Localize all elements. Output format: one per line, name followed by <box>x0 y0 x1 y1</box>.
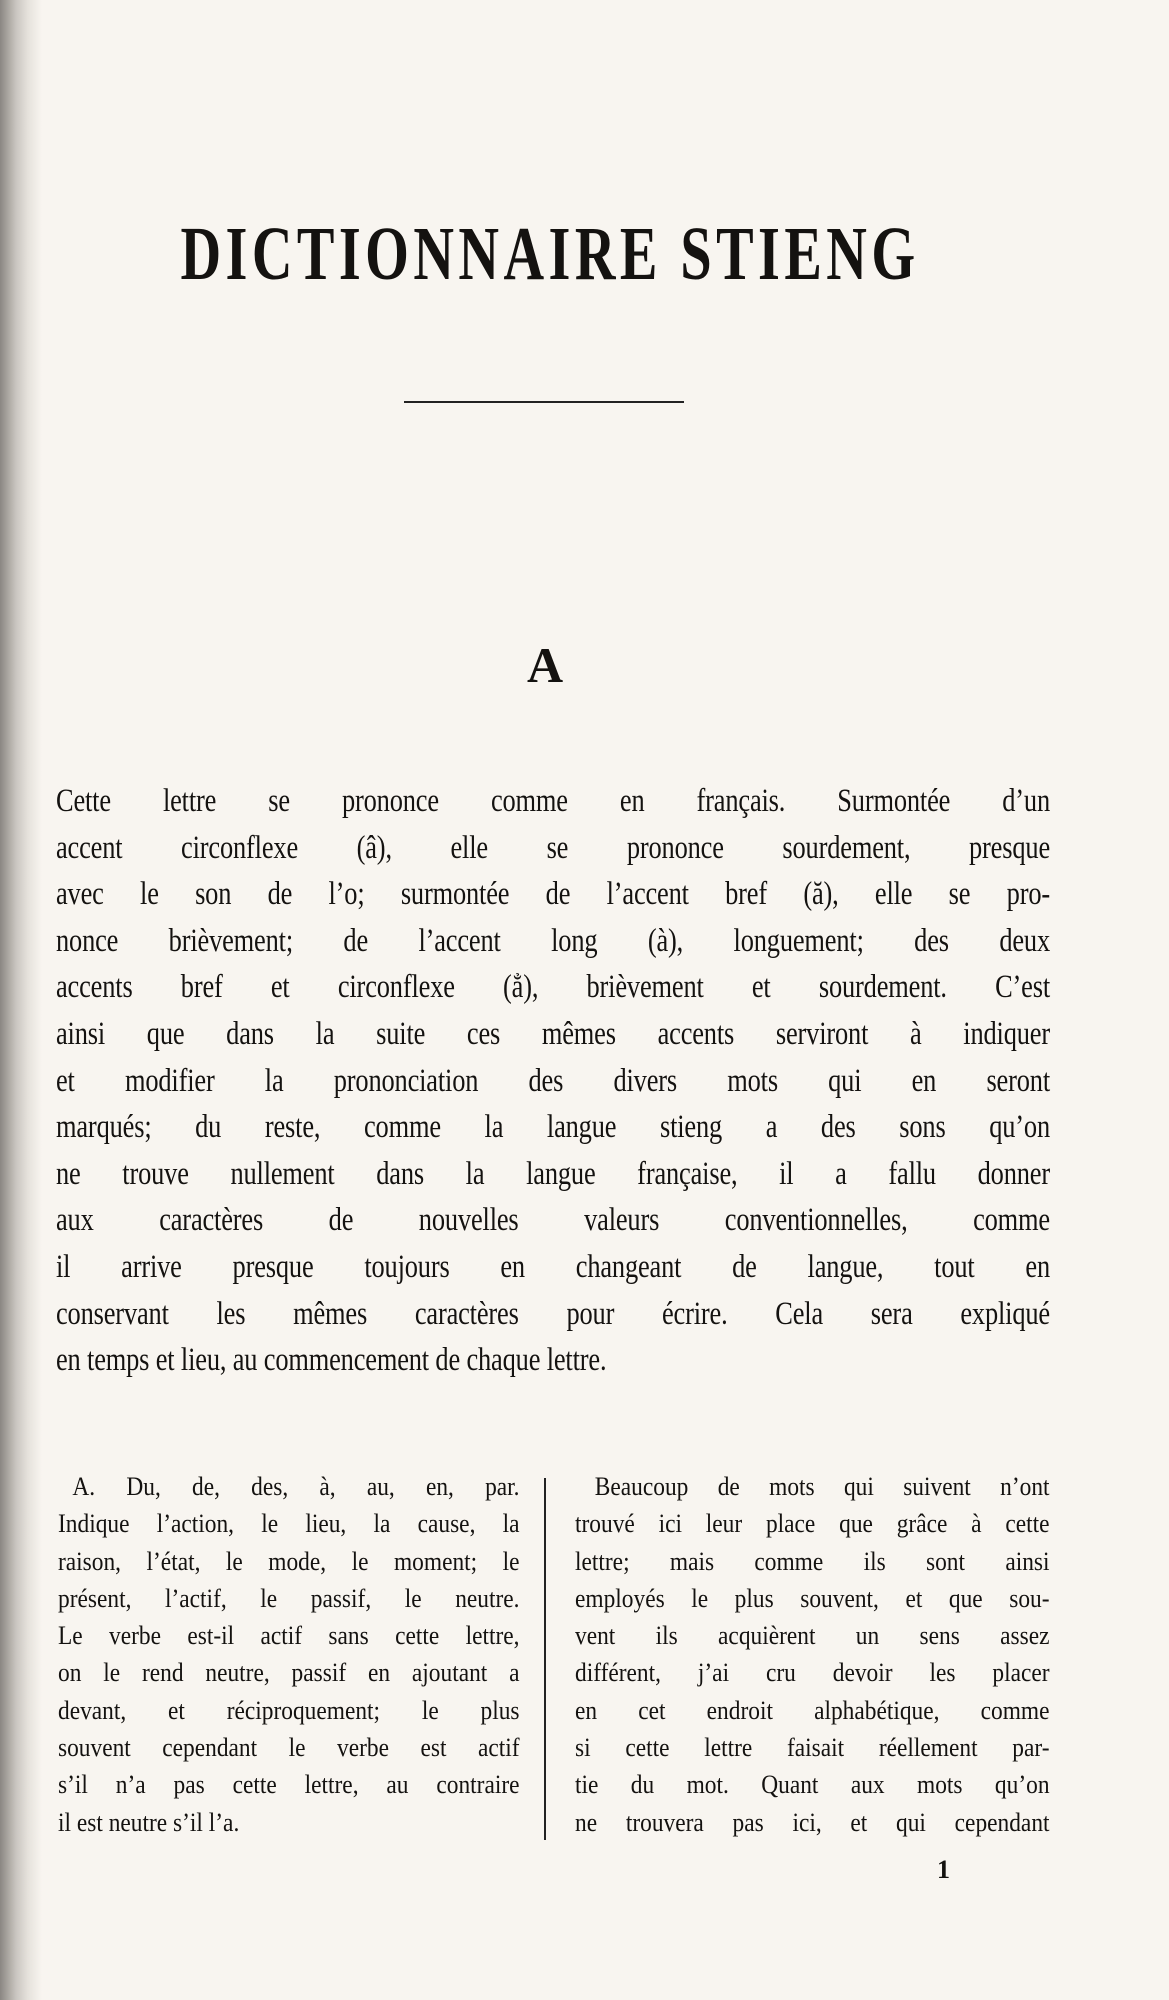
section-letter-heading: A <box>526 637 564 693</box>
page-number: 1 <box>937 1855 950 1884</box>
note-line: lettre; mais comme ils sont ainsi <box>575 1546 1050 1576</box>
note-line: si cette lettre faisait réellement par- <box>575 1733 1050 1763</box>
page-title: DICTIONNAIRE STIENG <box>180 212 920 296</box>
entry-line: s’il n’a pas cette lettre, au contraire <box>58 1770 520 1800</box>
intro-line: ainsi que dans la suite ces mêmes accents serviront à indiquer <box>56 1015 1050 1052</box>
entry-line: présent, l’actif, le passif, le neutre. <box>58 1583 520 1613</box>
note-line: employés le plus souvent, et que sou- <box>575 1583 1050 1613</box>
column-divider <box>544 1478 546 1840</box>
note-line: vent ils acquièrent un sens assez <box>575 1621 1050 1651</box>
note-line: Beaucoup de mots qui suivent n’ont <box>594 1472 1050 1501</box>
dictionary-entry-a <box>58 1468 520 1841</box>
entry-line: Indique l’action, le lieu, la cause, la <box>58 1509 520 1539</box>
entry-line: il est neutre s’il l’a. <box>58 1807 240 1837</box>
intro-line: aux caractères de nouvelles valeurs conventionnelles, comme <box>56 1202 1050 1239</box>
note-line: ne trouvera pas ici, et qui cependant <box>575 1807 1050 1837</box>
intro-line: avec le son de l’o; surmontée de l’accent bref (ă), elle se pro- <box>56 876 1050 913</box>
intro-line: et modifier la prononciation des divers mots qui en seront <box>56 1062 1050 1099</box>
note-line: trouvé ici leur place que grâce à cette <box>575 1509 1050 1539</box>
intro-line: marqués; du reste, comme la langue stieng a des sons qu’on <box>56 1109 1050 1146</box>
intro-line: conservant les mêmes caractères pour écrire. Cela sera expliqué <box>56 1295 1050 1332</box>
entry-line: on le rend neutre, passif en ajoutant a <box>58 1658 520 1688</box>
intro-line: il arrive presque toujours en changeant de langue, tout en <box>56 1248 1050 1285</box>
intro-line: ne trouve nullement dans la langue française, il a fallu donner <box>56 1155 1050 1192</box>
note-line: différent, j’ai cru devoir les placer <box>575 1658 1050 1688</box>
intro-line: accent circonflexe (â), elle se prononce sourdement, presque <box>56 829 1050 866</box>
right-column-note <box>575 1468 1050 1841</box>
page-binding-shadow <box>0 0 42 2000</box>
entry-line: raison, l’état, le mode, le moment; le <box>58 1546 520 1576</box>
entry-line: devant, et réciproquement; le plus <box>58 1695 520 1725</box>
entry-line: Le verbe est-il actif sans cette lettre, <box>58 1621 520 1651</box>
intro-line: Cette lettre se prononce comme en français. Surmontée d’un <box>56 783 1050 819</box>
title-divider <box>404 401 684 403</box>
entry-line: A. Du, de, des, à, au, en, par. <box>72 1472 520 1501</box>
intro-line: accents bref et circonflexe (ẳ), brièvement et sourdement. C’est <box>56 969 1050 1006</box>
note-line: en cet endroit alphabétique, comme <box>575 1695 1050 1725</box>
intro-line: nonce brièvement; de l’accent long (à), longuement; des deux <box>56 922 1050 959</box>
entry-line: souvent cependant le verbe est actif <box>58 1733 520 1763</box>
note-line: tie du mot. Quant aux mots qu’on <box>575 1770 1050 1800</box>
intro-paragraph <box>56 778 1050 1384</box>
intro-line: en temps et lieu, au commencement de chaque lettre. <box>56 1342 607 1379</box>
